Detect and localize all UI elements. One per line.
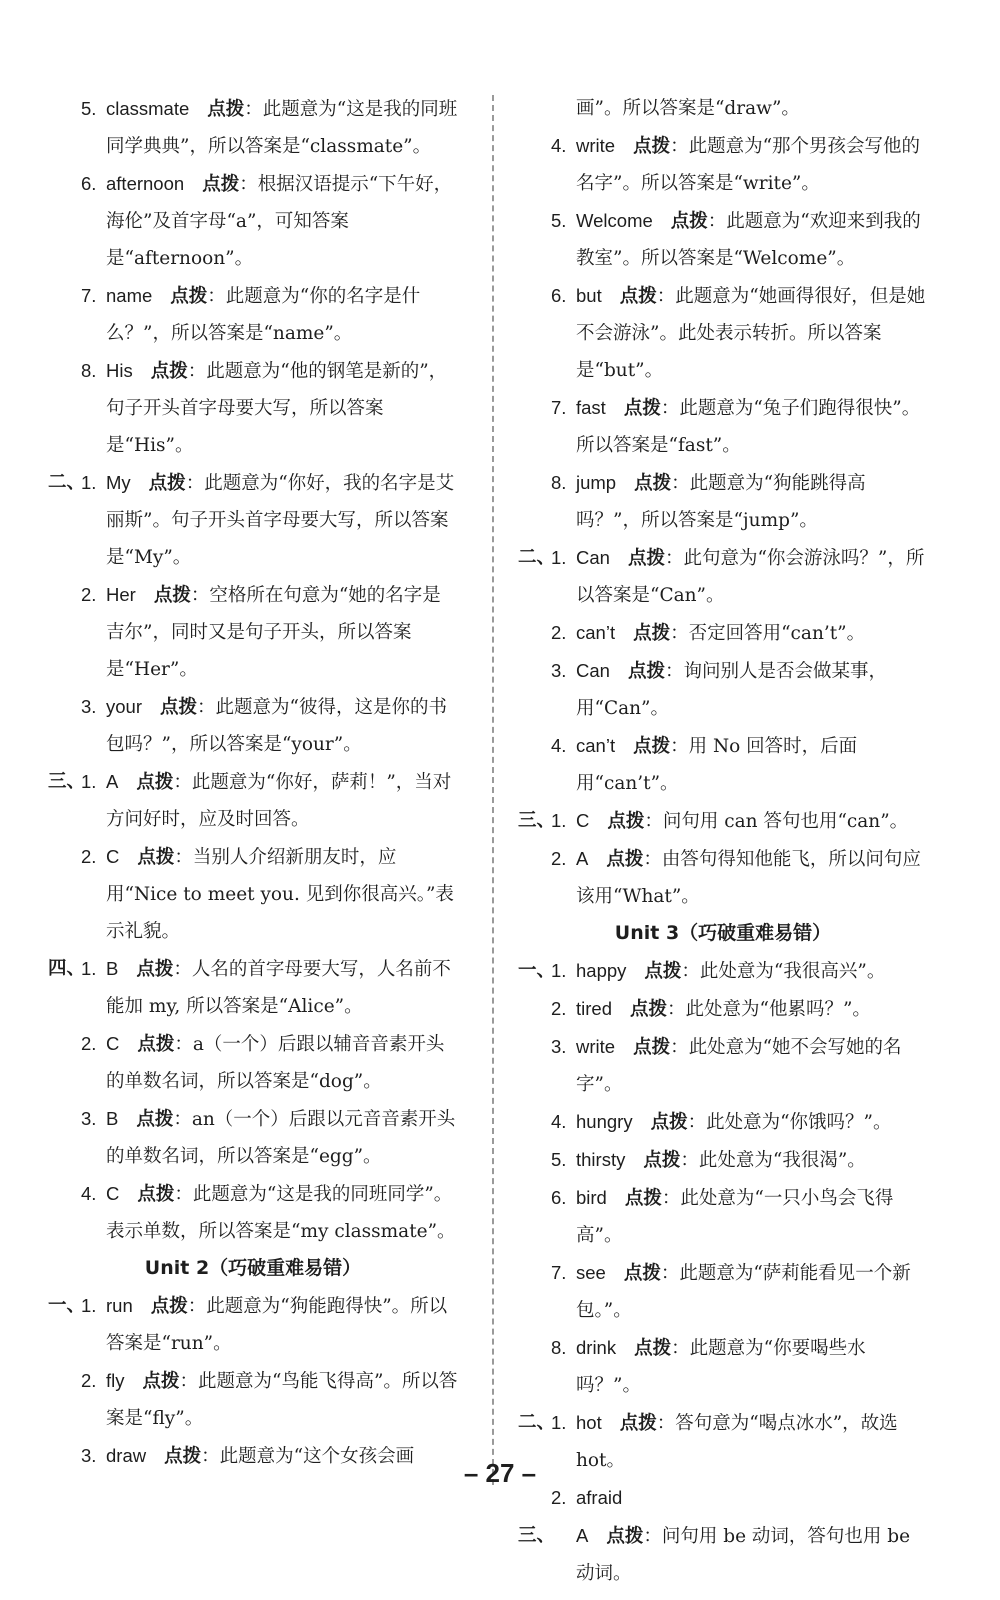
answer-item bbox=[518, 277, 928, 389]
answer-word: happy bbox=[576, 960, 627, 981]
right-items bbox=[518, 127, 928, 915]
explanation-text: ：此题意为“他的钢笔是新的”，句子开头首字母要大写，所以答案是“His”。 bbox=[106, 361, 448, 456]
continued-text: 画”。所以答案是“draw”。 bbox=[576, 98, 800, 119]
explanation-text: ：答句意为“喝点冰水”，故选 hot。 bbox=[576, 1413, 898, 1471]
answer-word: classmate bbox=[106, 98, 190, 119]
tip-label: 点拨 bbox=[153, 585, 191, 606]
answer-word: write bbox=[576, 135, 616, 156]
tip-label: 点拨 bbox=[606, 1526, 644, 1547]
answer-word: tired bbox=[576, 998, 612, 1019]
answer-item bbox=[518, 127, 928, 202]
section-number: 三、 bbox=[48, 771, 86, 792]
answer-item bbox=[518, 727, 928, 802]
tip-label: 点拨 bbox=[627, 548, 665, 569]
answer-item bbox=[48, 90, 458, 165]
section-number: 二、 bbox=[518, 547, 556, 568]
answer-word: jump bbox=[576, 472, 617, 493]
section-number: 二、 bbox=[48, 472, 86, 493]
tip-label: 点拨 bbox=[623, 1263, 661, 1284]
tip-label: 点拨 bbox=[619, 286, 657, 307]
item-number: 3. bbox=[81, 1108, 97, 1129]
tip-label: 点拨 bbox=[207, 99, 245, 120]
tip-label: 点拨 bbox=[633, 736, 671, 757]
tip-label: 点拨 bbox=[148, 473, 186, 494]
answer-word: thirsty bbox=[576, 1149, 626, 1170]
explanation-text: ：用 No 回答时，后面用“can’t”。 bbox=[576, 736, 858, 794]
tip-label: 点拨 bbox=[670, 211, 708, 232]
tip-label: 点拨 bbox=[633, 623, 671, 644]
item-number: 4. bbox=[551, 135, 567, 156]
explanation-text: ：当别人介绍新朋友时，应用“Nice to meet you. 见到你很高兴。”表示礼貌。 bbox=[106, 847, 454, 942]
answer-item bbox=[48, 576, 458, 688]
tip-label: 点拨 bbox=[137, 1034, 175, 1055]
answer-item bbox=[48, 1100, 458, 1175]
tip-label: 点拨 bbox=[619, 1413, 657, 1434]
answer-word: Her bbox=[106, 584, 136, 605]
explanation-text: ：询问别人是否会做某事，用“Can”。 bbox=[576, 661, 887, 719]
item-number: 6. bbox=[551, 285, 567, 306]
answer-word: Welcome bbox=[576, 210, 653, 231]
answer-word: hungry bbox=[576, 1111, 633, 1132]
explanation-text: ：a（一个）后跟以辅音音素开头的单数名词，所以答案是“dog”。 bbox=[106, 1034, 445, 1092]
item-number: 7. bbox=[551, 397, 567, 418]
explanation-text: ：否定回答用“can’t”。 bbox=[670, 623, 866, 644]
tip-label: 点拨 bbox=[160, 697, 198, 718]
item-number: 5. bbox=[551, 210, 567, 231]
continued-answer bbox=[518, 90, 928, 127]
answer-word: My bbox=[106, 472, 131, 493]
section-number: 一、 bbox=[518, 960, 556, 981]
item-number: 3. bbox=[81, 696, 97, 717]
item-number: 5. bbox=[551, 1149, 567, 1170]
left-items-unit2 bbox=[48, 1287, 458, 1475]
section-number: 四、 bbox=[48, 958, 86, 979]
answer-word: C bbox=[106, 1183, 120, 1204]
item-number: 1. bbox=[551, 960, 567, 981]
item-number: 7. bbox=[81, 285, 97, 306]
answer-item bbox=[518, 1141, 928, 1179]
explanation-text: ：此题意为“狗能跳得高吗？”，所以答案是“jump”。 bbox=[576, 473, 866, 531]
explanation-text: ：空格所在句意为“她的名字是吉尔”，同时又是句子开头，所以答案是“Her”。 bbox=[106, 585, 441, 680]
item-number: 4. bbox=[551, 735, 567, 756]
answer-item bbox=[48, 1175, 458, 1250]
tip-label: 点拨 bbox=[136, 772, 174, 793]
item-number: 2. bbox=[81, 1033, 97, 1054]
tip-label: 点拨 bbox=[142, 1371, 180, 1392]
tip-label: 点拨 bbox=[644, 961, 682, 982]
item-number: 1. bbox=[551, 547, 567, 568]
answer-item bbox=[518, 1103, 928, 1141]
answer-word: fly bbox=[106, 1370, 125, 1391]
explanation-text: ：此题意为“那个男孩会写他的名字”。所以答案是“write”。 bbox=[576, 136, 921, 194]
answer-word: Can bbox=[576, 660, 610, 681]
explanation-text: ：an（一个）后跟以元音音素开头的单数名词，所以答案是“egg”。 bbox=[106, 1109, 456, 1167]
answer-item bbox=[518, 202, 928, 277]
page-number: – 27 – bbox=[463, 1458, 537, 1488]
explanation-text: ：此处意为“一只小鸟会飞得高”。 bbox=[576, 1188, 894, 1246]
answer-item bbox=[518, 652, 928, 727]
answer-word: C bbox=[576, 810, 590, 831]
answer-item bbox=[518, 1329, 928, 1404]
explanation-text: ：此题意为“兔子们跑得很快”。所以答案是“fast”。 bbox=[576, 398, 921, 456]
left-column bbox=[48, 90, 458, 1475]
tip-label: 点拨 bbox=[624, 1188, 662, 1209]
explanation-text: ：此题意为“你的名字是什么？”，所以答案是“name”。 bbox=[106, 286, 421, 344]
item-number: 2. bbox=[81, 584, 97, 605]
item-number: 1. bbox=[81, 958, 97, 979]
explanation-text: ：此题意为“这是我的同班同学”。表示单数，所以答案是“my classmate”。 bbox=[106, 1184, 456, 1242]
answer-item bbox=[48, 165, 458, 277]
explanation-text: ：此处意为“我很渴”。 bbox=[680, 1150, 866, 1171]
item-number: 7. bbox=[551, 1262, 567, 1283]
answer-word: afraid bbox=[576, 1487, 623, 1508]
item-number: 2. bbox=[551, 998, 567, 1019]
answer-item bbox=[48, 1362, 458, 1437]
explanation-text: ：此题意为“你要喝些水吗？”。 bbox=[576, 1338, 866, 1396]
tip-label: 点拨 bbox=[633, 1037, 671, 1058]
answer-item bbox=[518, 1179, 928, 1254]
tip-label: 点拨 bbox=[630, 999, 668, 1020]
tip-label: 点拨 bbox=[606, 849, 644, 870]
answer-word: draw bbox=[106, 1445, 147, 1466]
explanation-text: ：此处意为“他累吗？”。 bbox=[667, 999, 871, 1020]
answer-word: fast bbox=[576, 397, 606, 418]
item-number: 2. bbox=[551, 622, 567, 643]
item-number: 2. bbox=[81, 1370, 97, 1391]
right-items-unit3 bbox=[518, 952, 928, 1592]
left-items bbox=[48, 90, 458, 1250]
section-number: 二、 bbox=[518, 1412, 556, 1433]
tip-label: 点拨 bbox=[627, 661, 665, 682]
explanation-text: ：此题意为“这个女孩会画 bbox=[201, 1446, 415, 1467]
item-number: 3. bbox=[81, 1445, 97, 1466]
answer-word: can’t bbox=[576, 735, 616, 756]
answer-word: Can bbox=[576, 547, 610, 568]
item-number: 1. bbox=[81, 1295, 97, 1316]
item-number: 6. bbox=[81, 173, 97, 194]
answer-word: name bbox=[106, 285, 153, 306]
column-divider bbox=[492, 95, 494, 1485]
explanation-text: ：问句用 be 动词，答句也用 be 动词。 bbox=[576, 1526, 911, 1584]
explanation-text: ：此句意为“你会游泳吗？”，所以答案是“Can”。 bbox=[576, 548, 925, 606]
explanation-text: ：此处意为“她不会写她的名字”。 bbox=[576, 1037, 902, 1095]
answer-word: your bbox=[106, 696, 142, 717]
item-number: 2. bbox=[551, 1487, 567, 1508]
answer-word: C bbox=[106, 846, 120, 867]
answer-item bbox=[518, 990, 928, 1028]
explanation-text: ：此题意为“欢迎来到我的教室”。所以答案是“Welcome”。 bbox=[576, 211, 921, 269]
tip-label: 点拨 bbox=[164, 1446, 202, 1467]
answer-word: bird bbox=[576, 1187, 607, 1208]
answer-item bbox=[518, 539, 928, 614]
explanation-text: ：此处意为“你饿吗？”。 bbox=[687, 1112, 892, 1133]
unit-2-title: Unit 2（巧破重难易错） bbox=[144, 1257, 362, 1279]
answer-item bbox=[518, 802, 928, 840]
explanation-text: ：此题意为“你好，我的名字是艾丽斯”。句子开头首字母要大写，所以答案是“My”。 bbox=[106, 473, 455, 568]
answer-item bbox=[518, 614, 928, 652]
answer-word: B bbox=[106, 1108, 119, 1129]
answer-word: A bbox=[576, 848, 589, 869]
answer-item bbox=[518, 952, 928, 990]
tip-label: 点拨 bbox=[137, 1184, 175, 1205]
answer-item bbox=[48, 1287, 458, 1362]
explanation-text: ：此题意为“彼得，这是你的书包吗？”，所以答案是“your”。 bbox=[106, 697, 447, 755]
item-number: 2. bbox=[81, 846, 97, 867]
tip-label: 点拨 bbox=[634, 473, 672, 494]
answer-word: hot bbox=[576, 1412, 602, 1433]
answer-word: drink bbox=[576, 1337, 617, 1358]
explanation-text: ：此题意为“狗能跑得快”。所以答案是“run”。 bbox=[106, 1296, 448, 1354]
explanation-text: ：此题意为“这是我的同班同学典典”，所以答案是“classmate”。 bbox=[106, 99, 458, 157]
right-column bbox=[518, 90, 928, 1592]
item-number: 6. bbox=[551, 1187, 567, 1208]
answer-item bbox=[518, 389, 928, 464]
explanation-text: ：人名的首字母要大写，人名前不能加 my, 所以答案是“Alice”。 bbox=[106, 959, 451, 1017]
item-number: 8. bbox=[81, 360, 97, 381]
answer-item bbox=[48, 352, 458, 464]
item-number: 8. bbox=[551, 1337, 567, 1358]
answer-item bbox=[518, 1028, 928, 1103]
tip-label: 点拨 bbox=[650, 1112, 688, 1133]
item-number: 3. bbox=[551, 1036, 567, 1057]
answer-item bbox=[48, 1025, 458, 1100]
answer-item bbox=[518, 464, 928, 539]
explanation-text: ：此题意为“鸟能飞得高”。所以答案是“fly”。 bbox=[106, 1371, 458, 1429]
answer-item bbox=[48, 950, 458, 1025]
tip-label: 点拨 bbox=[607, 811, 645, 832]
answer-word: run bbox=[106, 1295, 133, 1316]
answer-item bbox=[518, 1517, 928, 1592]
tip-label: 点拨 bbox=[136, 1109, 174, 1130]
answer-item bbox=[48, 688, 458, 763]
answer-item bbox=[48, 277, 458, 352]
answer-word: His bbox=[106, 360, 133, 381]
answer-word: afternoon bbox=[106, 173, 185, 194]
answer-word: but bbox=[576, 285, 602, 306]
tip-label: 点拨 bbox=[150, 361, 188, 382]
answer-item bbox=[518, 840, 928, 915]
item-number: 1. bbox=[81, 472, 97, 493]
tip-label: 点拨 bbox=[623, 398, 661, 419]
tip-label: 点拨 bbox=[137, 847, 175, 868]
answer-word: A bbox=[576, 1525, 589, 1546]
item-number: 5. bbox=[81, 98, 97, 119]
item-number: 8. bbox=[551, 472, 567, 493]
item-number: 4. bbox=[81, 1183, 97, 1204]
section-number: 三、 bbox=[518, 1525, 556, 1546]
answer-word: A bbox=[106, 771, 119, 792]
section-number: 一、 bbox=[48, 1295, 86, 1316]
tip-label: 点拨 bbox=[150, 1296, 188, 1317]
explanation-text: ：根据汉语提示“下午好，海伦”及首字母“a”，可知答案是“afternoon”。 bbox=[106, 174, 453, 269]
item-number: 1. bbox=[81, 771, 97, 792]
answer-word: can’t bbox=[576, 622, 616, 643]
section-number: 三、 bbox=[518, 810, 556, 831]
explanation-text: ：由答句得知他能飞，所以问句应该用“What”。 bbox=[576, 849, 921, 907]
answer-word: see bbox=[576, 1262, 606, 1283]
item-number: 3. bbox=[551, 660, 567, 681]
answer-word: write bbox=[576, 1036, 616, 1057]
explanation-text: ：问句用 can 答句也用“can”。 bbox=[644, 811, 909, 832]
tip-label: 点拨 bbox=[633, 136, 671, 157]
explanation-text: ：此题意为“她画得很好，但是她不会游泳”。此处表示转折。所以答案是“but”。 bbox=[576, 286, 926, 381]
item-number: 1. bbox=[551, 1412, 567, 1433]
item-number: 1. bbox=[551, 810, 567, 831]
explanation-text: ：此题意为“萨莉能看见一个新包。”。 bbox=[576, 1263, 911, 1321]
item-number: 2. bbox=[551, 848, 567, 869]
answer-word: B bbox=[106, 958, 119, 979]
answer-item bbox=[48, 763, 458, 838]
unit-3-title: Unit 3（巧破重难易错） bbox=[614, 922, 832, 944]
explanation-text: ：此处意为“我很高兴”。 bbox=[681, 961, 886, 982]
explanation-text: ：此题意为“你好，萨莉！”，当对方问好时，应及时回答。 bbox=[106, 772, 452, 830]
tip-label: 点拨 bbox=[202, 174, 240, 195]
tip-label: 点拨 bbox=[643, 1150, 681, 1171]
tip-label: 点拨 bbox=[170, 286, 208, 307]
tip-label: 点拨 bbox=[136, 959, 174, 980]
answer-item bbox=[518, 1254, 928, 1329]
answer-word: C bbox=[106, 1033, 120, 1054]
answer-item bbox=[48, 838, 458, 950]
item-number: 4. bbox=[551, 1111, 567, 1132]
tip-label: 点拨 bbox=[634, 1338, 672, 1359]
answer-item bbox=[48, 464, 458, 576]
